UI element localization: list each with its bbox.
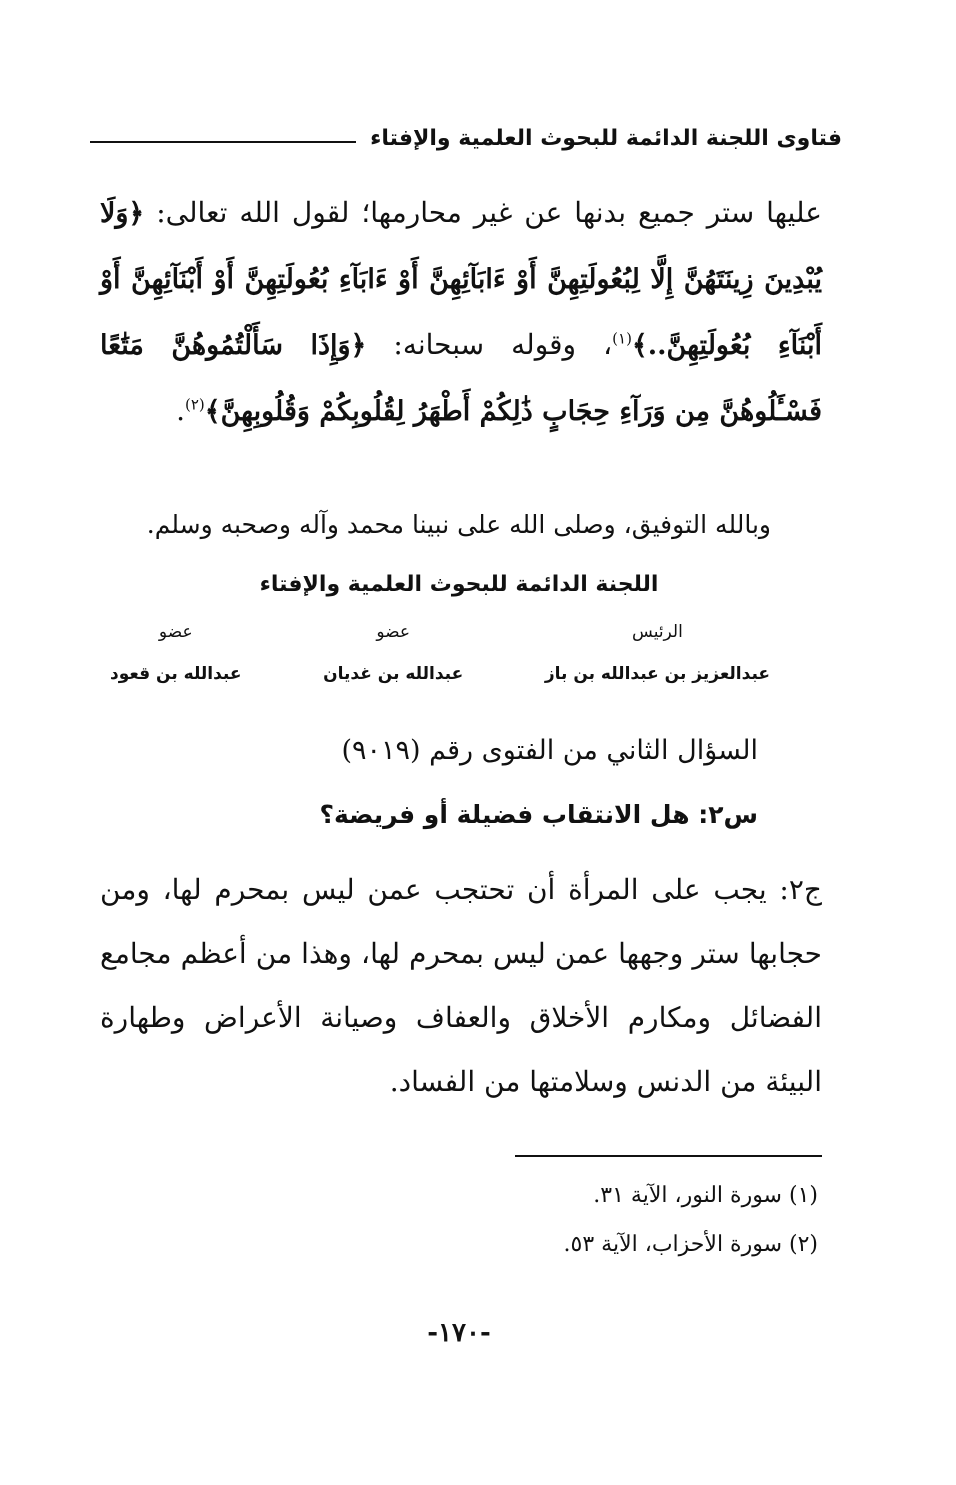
answer-paragraph: ج٢: يجب على المرأة أن تحتجب عمن ليس بمحرم لها، ومن حجابها ستر وجهها عمن ليس بمحرم لها، وهذا من أعظم مجامع الفضائل ومكارم الأخلاق والعفاف وصيانة الأعراض وطهارة البيئة من الدنس وسلامتها من الفساد. <box>100 873 822 1098</box>
signature-name: عبدالله بن غديان <box>323 664 464 684</box>
footnote-rule <box>515 1155 822 1157</box>
signature-role: عضو <box>158 622 193 642</box>
running-header <box>90 118 842 158</box>
signature-role: الرئيس <box>632 622 683 642</box>
closing-line: وبالله التوفيق، وصلى الله على نبينا محمد وآله وصحبه وسلم. <box>146 510 771 539</box>
footnote-2: (٢) سورة الأحزاب، الآية ٥٣. <box>563 1232 818 1257</box>
signature-role: عضو <box>376 622 411 642</box>
fatwa-number-heading: السؤال الثاني من الفتوى رقم (٩٠١٩) <box>341 735 758 766</box>
header-rule <box>90 141 356 143</box>
signature-name: عبدالله بن قعود <box>110 664 242 684</box>
page-number: -١٧٠- <box>427 1318 491 1348</box>
footnote-ref-1: (١) <box>612 329 632 348</box>
question-heading: س٢: هل الانتقاب فضيلة أو فريضة؟ <box>319 800 758 829</box>
intro-end: . <box>176 394 185 427</box>
intro-lead: عليها ستر جميع بدنها عن غير محارمها؛ لقول الله تعالى: <box>156 196 822 229</box>
signature-block <box>110 622 770 684</box>
committee-title: اللجنة الدائمة للبحوث العلمية والإفتاء <box>259 572 659 597</box>
footnote-1: (١) سورة النور، الآية ٣١. <box>593 1183 818 1208</box>
intro-connector: ، وقوله سبحانه: <box>393 328 613 361</box>
quran-verse-2: ﴿وَإِذَا سَأَلْتُمُوهُنَّ مَتَٰعًا فَسْـَٔلُوهُنَّ مِن وَرَآءِ حِجَابٍ ذَٰلِكُمْ أَطْهَرُ لِقُلُوبِكُمْ وَقُلُوبِهِنَّ﴾ <box>100 330 822 427</box>
header-title: فتاوى اللجنة الدائمة للبحوث العلمية والإفتاء <box>370 125 842 151</box>
signature-president <box>545 622 770 684</box>
signature-member-2 <box>110 622 241 684</box>
signature-member-1 <box>323 622 463 684</box>
signature-name: عبدالعزيز بن عبدالله بن باز <box>544 664 770 684</box>
intro-paragraph <box>100 180 822 444</box>
footnote-ref-2: (٢) <box>184 395 205 414</box>
quran-verse-1: ﴿وَلَا يُبْدِينَ زِينَتَهُنَّ إِلَّا لِبُعُولَتِهِنَّ أَوْ ءَابَآئِهِنَّ أَوْ ءَابَآءِ بُعُولَتِهِنَّ أَوْ أَبْنَآئِهِنَّ أَوْ أَبْنَآءِ بُعُولَتِهِنَّ..﴾ <box>100 198 823 361</box>
